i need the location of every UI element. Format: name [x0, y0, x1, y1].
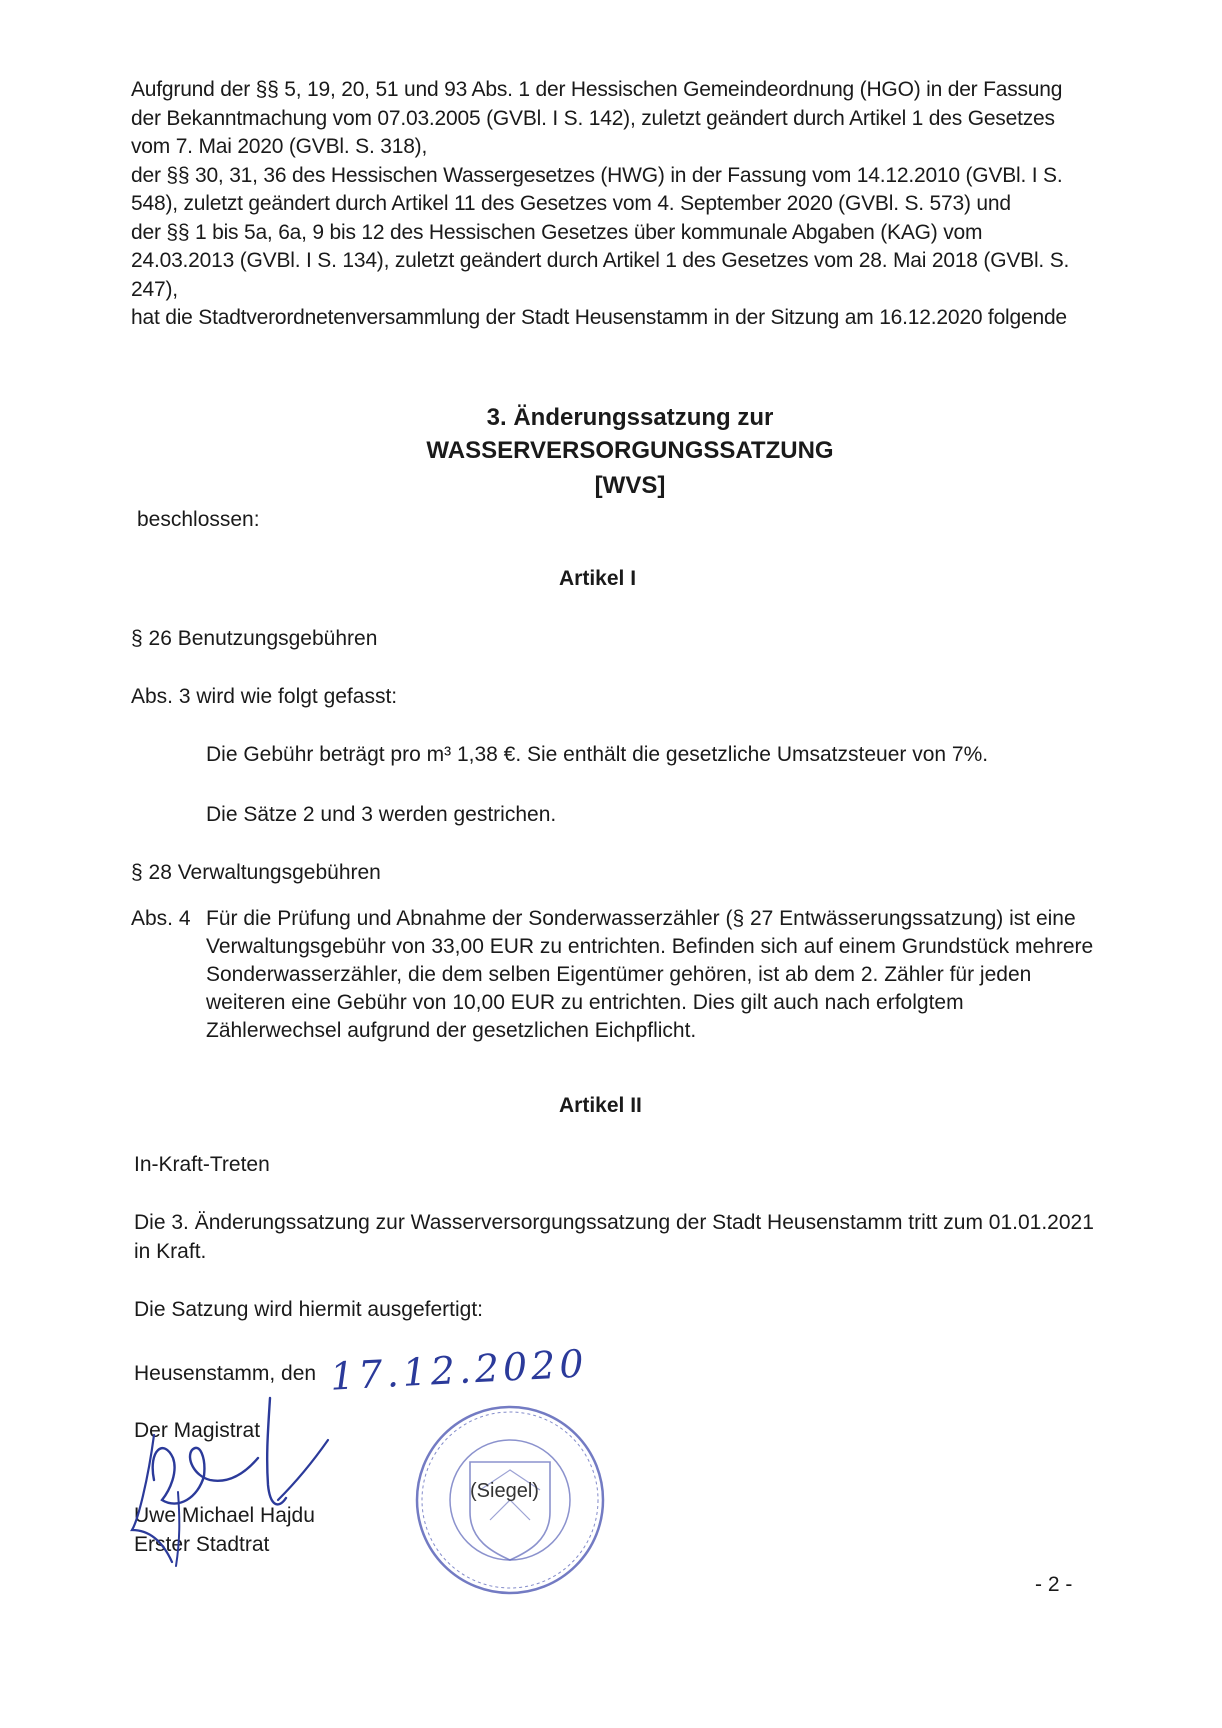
abs-3-text-1: Die Gebühr beträgt pro m³ 1,38 €. Sie enthält die gesetzliche Umsatzsteuer von 7%. — [206, 743, 989, 766]
magistrat-label: Der Magistrat — [134, 1419, 261, 1442]
seal-label: (Siegel) — [470, 1480, 539, 1502]
artikel-2-text-line-2: in Kraft. — [134, 1240, 207, 1263]
preamble-line: 24.03.2013 (GVBl. I S. 134), zuletzt geändert durch Artikel 1 des Gesetzes vom 28. Mai 2018 (GVBl. S. — [131, 249, 1070, 272]
preamble-line: der §§ 1 bis 5a, 6a, 9 bis 12 des Hessischen Gesetzes über kommunale Abgaben (KAG) vom — [131, 220, 983, 244]
preamble-line: der §§ 30, 31, 36 des Hessischen Wassergesetzes (HWG) in der Fassung vom 14.12.2010 (GVBl. I S. — [131, 163, 1063, 187]
abs-3-intro: Abs. 3 wird wie folgt gefasst: — [131, 685, 398, 708]
artikel-2-subtitle: In-Kraft-Treten — [134, 1153, 270, 1176]
abs-4-line: Zählerwechsel aufgrund der gesetzlichen Eichpflicht. — [206, 1019, 697, 1042]
title-line-2: WASSERVERSORGUNGSSATZUNG — [426, 437, 834, 464]
preamble-line: hat die Stadtverordnetenversammlung der Stadt Heusenstamm in der Sitzung am 16.12.2020 folgende — [131, 306, 1067, 329]
abs-4-line: Verwaltungsgebühr von 33,00 EUR zu entrichten. Befinden sich auf einem Grundstück mehrere — [206, 935, 1094, 958]
preamble-line: Aufgrund der §§ 5, 19, 20, 51 und 93 Abs. 1 der Hessischen Gemeindeordnung (HGO) in der Fassung — [131, 78, 1063, 101]
artikel-2-heading: Artikel II — [559, 1094, 642, 1117]
section-28-title: § 28 Verwaltungsgebühren — [131, 861, 381, 884]
artikel-1-heading: Artikel I — [559, 567, 637, 590]
abs-3-text-2: Die Sätze 2 und 3 werden gestrichen. — [206, 803, 557, 826]
preamble-line: der Bekanntmachung vom 07.03.2005 (GVBl. I S. 142), zuletzt geändert durch Artikel 1 des Gesetzes — [131, 106, 1055, 130]
preamble — [131, 76, 1070, 333]
preamble-line: 247), — [131, 277, 178, 301]
abs-4-label: Abs. 4 — [131, 907, 191, 930]
handwritten-signature — [118, 1380, 348, 1570]
title-line-3: [WVS] — [594, 472, 666, 499]
handwritten-date: 17.12.2020 — [329, 1341, 589, 1399]
title-line-1: 3. Änderungssatzung zur — [486, 404, 774, 431]
signatory-position: Erster Stadtrat — [134, 1533, 270, 1556]
ausgefertigt-text: Die Satzung wird hiermit ausgefertigt: — [134, 1298, 483, 1321]
artikel-2-text-line-1: Die 3. Änderungssatzung zur Wasserversorgungssatzung der Stadt Heusenstamm tritt zum 01.01.2021 — [134, 1211, 1094, 1234]
abs-4-line: Sonderwasserzähler, die dem selben Eigentümer gehören, ist ab dem 2. Zähler für jeden — [206, 963, 1032, 986]
beschlossen-text: beschlossen: — [137, 508, 260, 531]
signatory-name: Uwe Michael Hajdu — [134, 1504, 315, 1527]
preamble-line: 548), zuletzt geändert durch Artikel 11 des Gesetzes vom 4. September 2020 (GVBl. S. 573) und — [131, 192, 1011, 215]
abs-4-line: Für die Prüfung und Abnahme der Sonderwasserzähler (§ 27 Entwässerungssatzung) ist eine — [206, 907, 1076, 930]
place-date-label: Heusenstamm, den — [134, 1362, 317, 1385]
abs-4-line: weiteren eine Gebühr von 10,00 EUR zu entrichten. Dies gilt auch nach erfolgtem — [206, 991, 964, 1014]
page-number: - 2 - — [1035, 1573, 1073, 1596]
preamble-line: vom 7. Mai 2020 (GVBl. S. 318), — [131, 135, 428, 158]
section-26-title: § 26 Benutzungsgebühren — [131, 627, 378, 650]
